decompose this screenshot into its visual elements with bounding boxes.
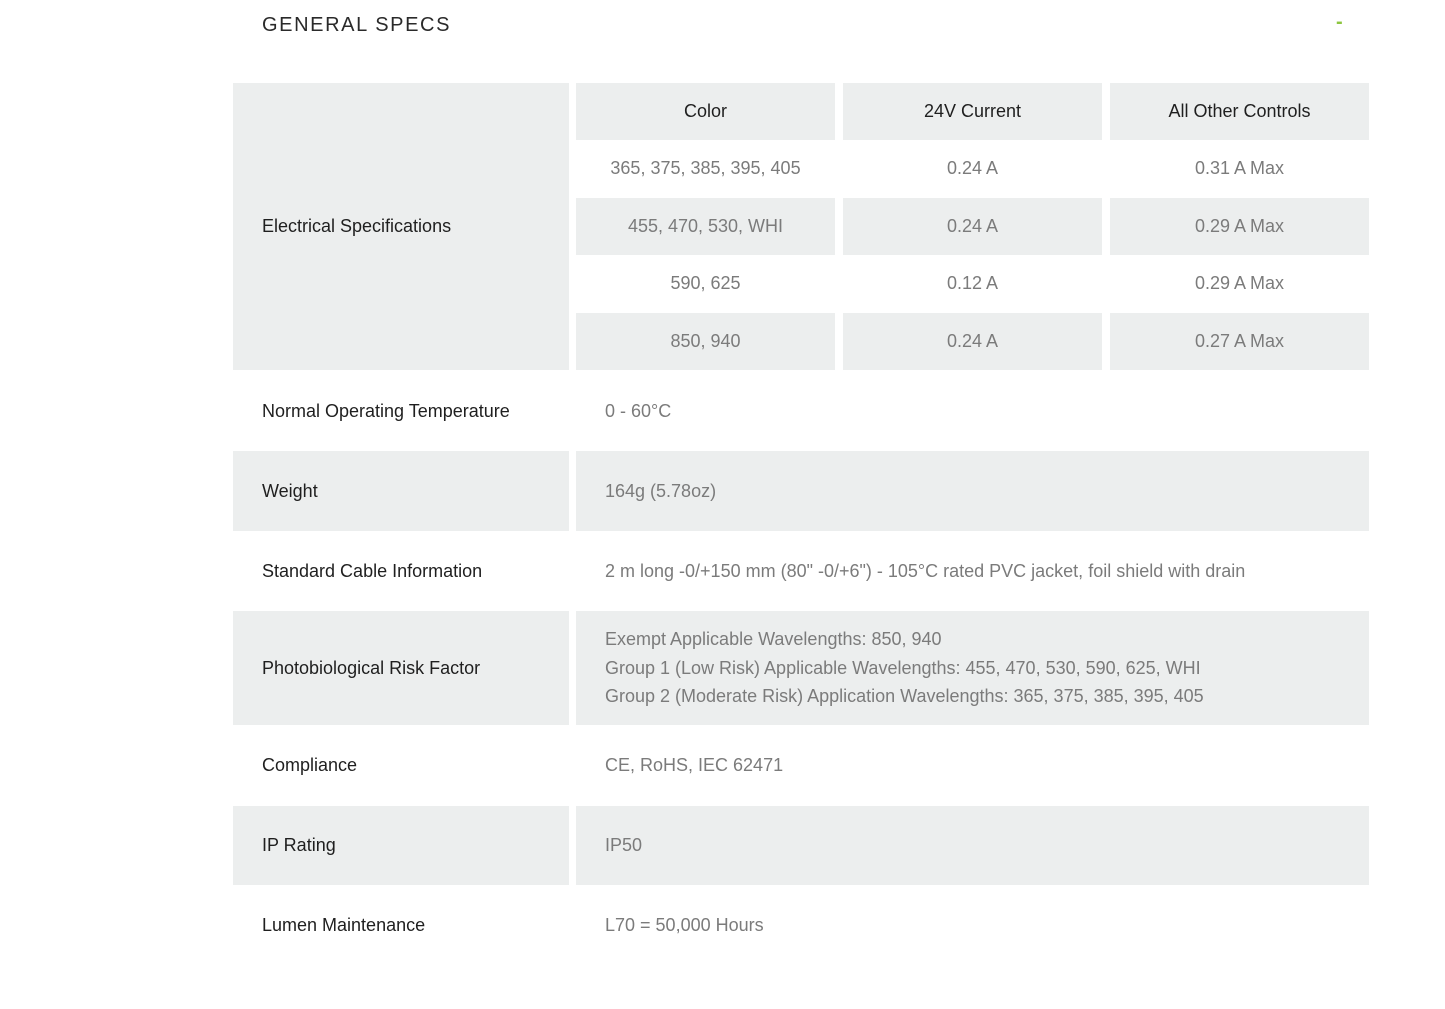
header-color: Color [576,83,835,140]
weight-value: 164g (5.78oz) [576,451,1369,531]
photobio-label: Photobiological Risk Factor [233,611,569,725]
section-title: GENERAL SPECS [262,14,452,36]
ip-rating-label: IP Rating [233,806,569,885]
table-cell: 0.24 A [843,313,1102,370]
cable-value: 2 m long -0/+150 mm (80" -0/+6") - 105°C rated PVC jacket, foil shield with drain [605,560,1246,581]
table-cell: 0.29 A Max [1110,198,1369,255]
table-cell: 455, 470, 530, WHI [576,198,835,255]
header-all-other-controls: All Other Controls [1110,83,1369,140]
table-cell: 0.29 A Max [1194,273,1285,293]
table-cell: 0.24 A [946,158,999,178]
lumen-label: Lumen Maintenance [262,914,426,935]
temperature-label: Normal Operating Temperature [262,400,510,421]
collapse-toggle[interactable]: - [1336,11,1343,33]
table-cell: 365, 375, 385, 395, 405 [610,158,801,178]
cable-label: Standard Cable Information [262,560,483,581]
weight-label: Weight [233,451,569,531]
compliance-value: CE, RoHS, IEC 62471 [605,754,784,775]
photobio-value [576,611,1369,725]
table-cell: 0.27 A Max [1110,313,1369,370]
table-cell: 590, 625 [670,273,741,293]
photobio-line: Exempt Applicable Wavelengths: 850, 940 [605,629,942,650]
table-cell: 0.12 A [946,273,999,293]
compliance-label: Compliance [262,754,358,775]
table-cell: 0.24 A [843,198,1102,255]
table-cell: 0.31 A Max [1194,158,1285,178]
photobio-line: Group 2 (Moderate Risk) Application Wavelengths: 365, 375, 385, 395, 405 [605,686,1204,707]
temperature-value: 0 - 60°C [605,400,672,421]
table-cell: 850, 940 [576,313,835,370]
lumen-value: L70 = 50,000 Hours [605,914,764,935]
electrical-label: Electrical Specifications [233,83,569,370]
photobio-line: Group 1 (Low Risk) Applicable Wavelengths: 455, 470, 530, 590, 625, WHI [605,657,1201,678]
header-24v-current: 24V Current [843,83,1102,140]
ip-rating-value: IP50 [576,806,1369,885]
